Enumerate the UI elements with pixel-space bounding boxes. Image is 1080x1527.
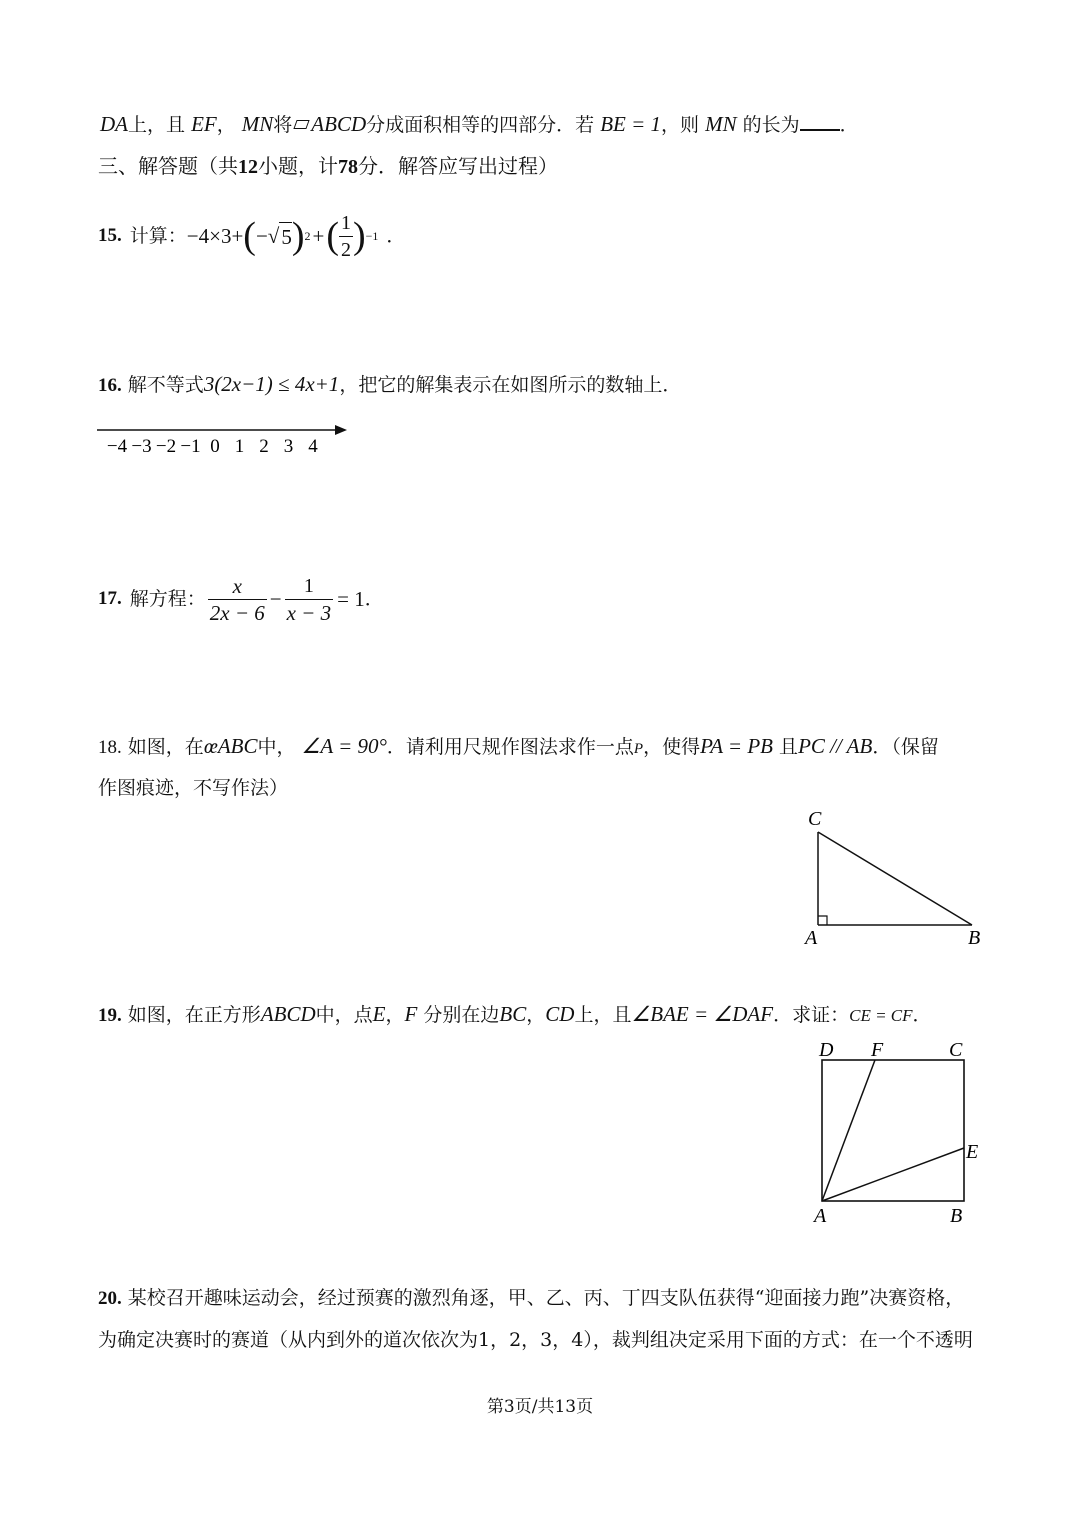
text: 5 bbox=[279, 222, 292, 251]
text: 某校召开趣味运动会，经过预赛的激烈角逐，甲、乙、丙、丁四支队伍获得“迎面接力跑”决赛资格， bbox=[127, 1287, 965, 1309]
question-15 bbox=[98, 206, 405, 266]
segment-mn: MN bbox=[241, 112, 274, 136]
question-18-line2 bbox=[98, 774, 288, 802]
text: 上，且 bbox=[574, 1004, 632, 1026]
text: ( bbox=[326, 215, 339, 257]
text: 2 bbox=[340, 238, 351, 261]
right-angle-icon bbox=[818, 916, 827, 925]
text: ，使得 bbox=[643, 736, 701, 758]
text: 12 bbox=[238, 156, 258, 178]
page-footer bbox=[0, 1392, 1080, 1417]
text: 三、解答题（共 bbox=[98, 154, 238, 178]
segment-ae bbox=[822, 1148, 964, 1201]
label-e: E bbox=[966, 1141, 979, 1163]
text: ． bbox=[912, 1004, 932, 1026]
q14-continuation bbox=[100, 110, 859, 139]
text: 如图，在 bbox=[127, 736, 204, 758]
text: CD bbox=[545, 1002, 575, 1026]
question-number: 19. bbox=[98, 1005, 122, 1026]
angle-condition: ∠A = 90° bbox=[301, 734, 387, 758]
parallelogram-icon bbox=[294, 120, 310, 129]
text: ． bbox=[386, 225, 406, 247]
question-number: 17. bbox=[98, 588, 122, 609]
text: 中， bbox=[257, 736, 296, 758]
inequality: 3(2x−1) ≤ 4x+1 bbox=[203, 372, 340, 396]
text: 将 bbox=[273, 114, 293, 136]
label-c: C bbox=[949, 1039, 963, 1061]
text: − bbox=[255, 224, 268, 248]
number-line-label: −4 bbox=[106, 436, 128, 457]
text: −1 bbox=[365, 229, 379, 243]
point-p: P bbox=[633, 741, 644, 757]
text: 1 bbox=[285, 573, 334, 600]
text: 作图痕迹，不写作法） bbox=[98, 777, 289, 799]
question-number: 15. bbox=[98, 225, 122, 246]
square-outline bbox=[822, 1060, 964, 1201]
text: 如图，在正方形 bbox=[127, 1004, 261, 1026]
square-figure bbox=[805, 1035, 995, 1230]
label-f: F bbox=[871, 1039, 884, 1061]
text: − bbox=[269, 587, 282, 611]
number-line-label: 4 bbox=[308, 436, 318, 457]
text: 分别在边 bbox=[423, 1004, 500, 1026]
label-d: D bbox=[819, 1039, 834, 1061]
square-abcd: ABCD bbox=[260, 1002, 316, 1026]
text: ．请利用尺规作图法求作一点 bbox=[386, 736, 634, 758]
text: ， bbox=[216, 114, 236, 136]
page-number: 第3页/共13页 bbox=[486, 1397, 594, 1417]
text: ， bbox=[526, 1004, 546, 1026]
text: ，则 bbox=[661, 114, 700, 136]
segment-af bbox=[822, 1060, 875, 1201]
text: 分．解答应写出过程） bbox=[358, 154, 558, 178]
text: 解不等式 bbox=[127, 374, 204, 396]
text: 2 bbox=[304, 229, 311, 243]
text: PA = PB bbox=[700, 734, 773, 758]
segment-mn-2: MN bbox=[705, 112, 737, 136]
triangle-figure bbox=[800, 805, 995, 950]
text: 78 bbox=[338, 156, 358, 178]
fraction-1 bbox=[208, 573, 267, 626]
number-line-label: −1 bbox=[180, 436, 201, 457]
text: = 1 bbox=[337, 587, 365, 611]
number-line-labels bbox=[107, 436, 318, 457]
text: 1 bbox=[339, 210, 353, 237]
condition-be: BE = 1 bbox=[600, 112, 662, 136]
text: ． bbox=[364, 588, 384, 610]
text: 2x − 6 bbox=[209, 600, 265, 625]
text: 中，点 bbox=[315, 1004, 373, 1026]
number-line-label: 1 bbox=[234, 436, 245, 457]
text: 解方程： bbox=[129, 588, 206, 610]
text: ) bbox=[352, 215, 366, 257]
number-line-label: 3 bbox=[283, 436, 294, 457]
question-20 bbox=[98, 1284, 964, 1313]
text: 的长为 bbox=[742, 114, 800, 136]
text: 分成面积相等的四部分．若 bbox=[366, 114, 595, 136]
text: ，把它的解集表示在如图所示的数轴上． bbox=[339, 374, 682, 396]
question-number: 16. bbox=[98, 375, 122, 396]
text: 且 bbox=[779, 736, 799, 758]
text: BC bbox=[499, 1002, 527, 1026]
number-line-label: −3 bbox=[131, 436, 152, 457]
text: ．求证： bbox=[773, 1004, 850, 1026]
number-line-label: 0 bbox=[210, 436, 220, 457]
expr: −4×3+ bbox=[186, 224, 244, 248]
label-a: A bbox=[805, 927, 818, 949]
parallelogram-abcd: ABCD bbox=[311, 112, 367, 136]
side-cb bbox=[818, 832, 972, 925]
segment-da: DA bbox=[100, 112, 128, 136]
number-line bbox=[95, 418, 365, 458]
text: ∠BAE = ∠DAF bbox=[631, 1002, 774, 1026]
text: 小题，计 bbox=[258, 154, 338, 178]
text: PC // AB bbox=[798, 734, 873, 758]
fraction-half bbox=[339, 210, 353, 263]
question-20-line2 bbox=[98, 1326, 973, 1354]
text: ， bbox=[385, 1004, 405, 1026]
fraction-2 bbox=[285, 573, 334, 626]
text: 上，且 bbox=[128, 114, 186, 136]
label-c: C bbox=[808, 808, 822, 830]
triangle-abc: œABC bbox=[203, 734, 258, 758]
question-number: 20. bbox=[98, 1288, 122, 1309]
arrow-icon bbox=[335, 425, 347, 435]
label-b: B bbox=[968, 927, 981, 949]
question-number: 18. bbox=[98, 737, 122, 758]
section-heading bbox=[98, 152, 558, 181]
question-18 bbox=[98, 732, 939, 763]
question-16 bbox=[98, 370, 681, 400]
answer-blank[interactable] bbox=[800, 111, 840, 131]
text: x − 3 bbox=[286, 600, 332, 625]
number-line-label: 2 bbox=[259, 436, 269, 457]
segment-ef: EF bbox=[191, 112, 217, 136]
text: ) bbox=[291, 215, 305, 257]
text: ． bbox=[839, 114, 859, 136]
question-17 bbox=[98, 568, 384, 630]
text: 为确定决赛时的赛道（从内到外的道次依次为1，2，3，4），裁判组决定采用下面的方式：在一个不透明 bbox=[98, 1329, 973, 1351]
text: ．（保留 bbox=[872, 736, 939, 758]
question-19 bbox=[98, 1000, 932, 1030]
text: + bbox=[312, 224, 325, 248]
sqrt-icon: √ bbox=[267, 224, 280, 248]
number-line-label: −2 bbox=[155, 436, 177, 457]
text: F bbox=[404, 1002, 418, 1026]
text: ( bbox=[243, 215, 256, 257]
text: CE = CF bbox=[849, 1006, 913, 1025]
text: x bbox=[208, 573, 267, 600]
text: E bbox=[372, 1002, 386, 1026]
text: 计算： bbox=[129, 225, 187, 247]
label-b: B bbox=[950, 1205, 963, 1227]
label-a: A bbox=[814, 1205, 827, 1227]
